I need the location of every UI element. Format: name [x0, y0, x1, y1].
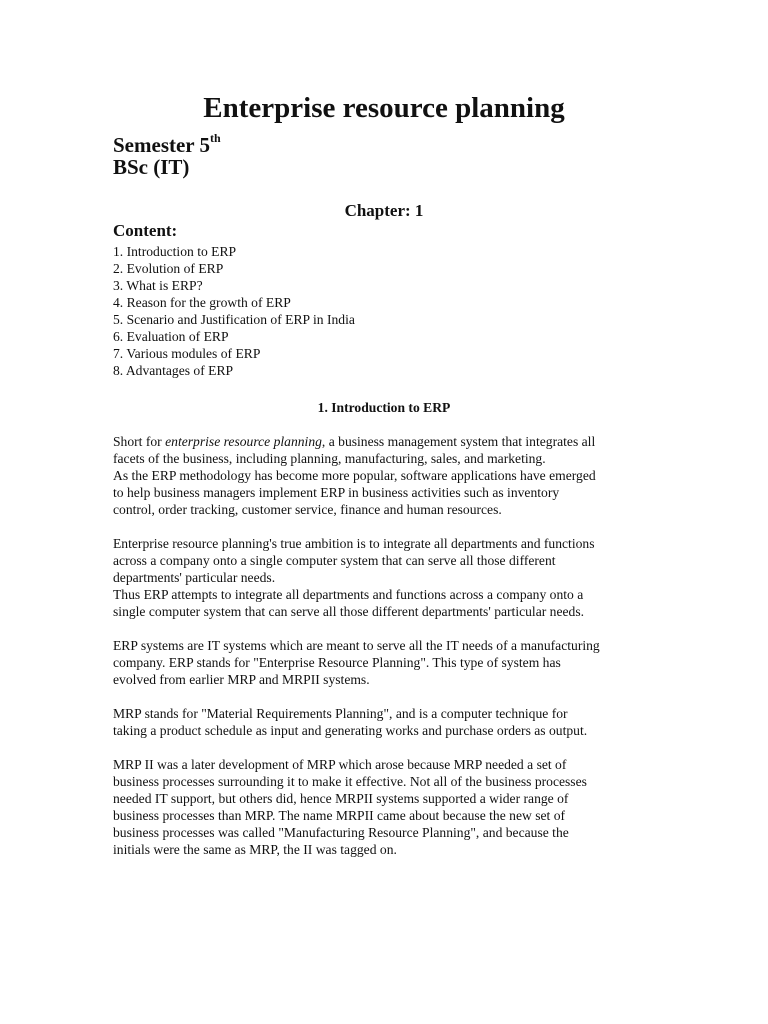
text-line: needed IT support, but others did, hence MRPII systems supported a wider range of [113, 791, 569, 806]
intro-suffix: , a business management system that integrates all [321, 434, 596, 449]
toc-item: 6. Evaluation of ERP [113, 329, 229, 344]
text-line: to help business managers implement ERP in business activities such as inventory [113, 485, 560, 500]
text-line: As the ERP methodology has become more popular, software applications have emerged [113, 468, 596, 483]
paragraph [113, 637, 673, 688]
text-line: business processes than MRP. The name MRPII came about because the new set of [113, 808, 566, 823]
text-line: Thus ERP attempts to integrate all departments and functions across a company onto a [113, 587, 584, 602]
text-line: Enterprise resource planning's true ambition is to integrate all departments and functions [113, 536, 595, 551]
text-line: single computer system that can serve all those different departments' particular needs. [113, 604, 585, 619]
table-of-contents [113, 243, 355, 379]
body-text [113, 433, 673, 875]
toc-item: 1. Introduction to ERP [113, 244, 237, 259]
toc-item: 5. Scenario and Justification of ERP in India [113, 312, 355, 327]
text-line: company. ERP stands for "Enterprise Resource Planning". This type of system has [113, 655, 561, 670]
section-heading: 1. Introduction to ERP [317, 400, 451, 415]
semester-superscript: th [210, 131, 221, 145]
text-line: MRP stands for "Material Requirements Planning", and is a computer technique for [113, 706, 568, 721]
intro-prefix: Short for [113, 434, 166, 449]
toc-item: 2. Evolution of ERP [113, 261, 224, 276]
text-line: across a company onto a single computer system that can serve all those different [113, 553, 556, 568]
course-label: BSc (IT) [113, 155, 190, 179]
text-line: control, order tracking, customer service, finance and human resources. [113, 502, 502, 517]
paragraph [113, 705, 673, 739]
toc-item: 8. Advantages of ERP [113, 363, 234, 378]
document-title: Enterprise resource planning [203, 92, 565, 124]
content-heading: Content: [113, 221, 178, 240]
toc-item: 7. Various modules of ERP [113, 346, 261, 361]
toc-item: 3. What is ERP? [113, 278, 203, 293]
text-line: ERP systems are IT systems which are meant to serve all the IT needs of a manufacturing [113, 638, 600, 653]
text-line: business processes was called "Manufacturing Resource Planning", and because the [113, 825, 569, 840]
paragraph [113, 535, 673, 620]
paragraph-intro [113, 433, 673, 518]
text-line [113, 433, 673, 450]
text-line: MRP II was a later development of MRP which arose because MRP needed a set of [113, 757, 567, 772]
text-line: initials were the same as MRP, the II was tagged on. [113, 842, 397, 857]
text-line: business processes surrounding it to make it effective. Not all of the business processes [113, 774, 587, 789]
text-line: departments' particular needs. [113, 570, 276, 585]
text-line: evolved from earlier MRP and MRPII systems. [113, 672, 370, 687]
semester-text: Semester 5 [113, 133, 210, 157]
chapter-heading: Chapter: 1 [344, 201, 424, 220]
text-line: taking a product schedule as input and generating works and purchase orders as output. [113, 723, 588, 738]
intro-emphasis: enterprise resource planning [165, 434, 322, 449]
text-line: facets of the business, including planning, manufacturing, sales, and marketing. [113, 451, 546, 466]
toc-item: 4. Reason for the growth of ERP [113, 295, 291, 310]
paragraph [113, 756, 673, 858]
